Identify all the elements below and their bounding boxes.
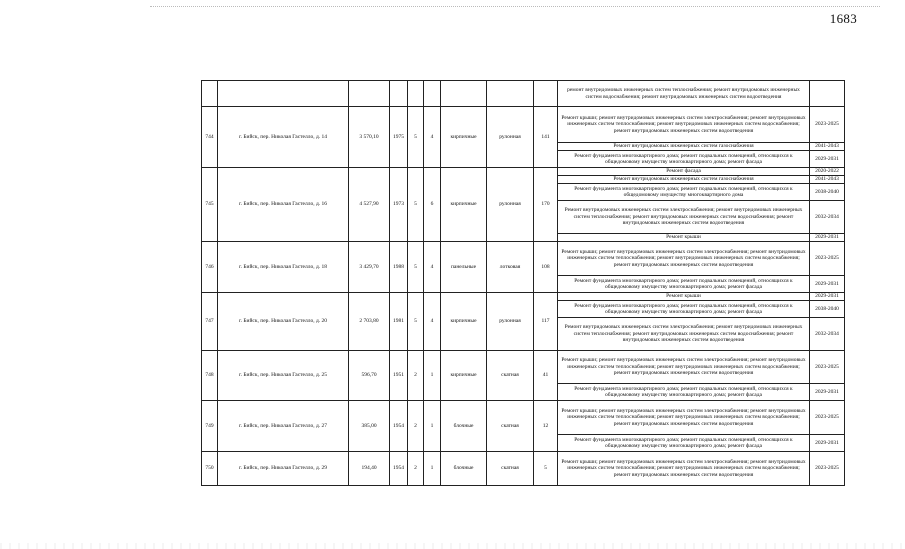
wall-material-cell: кирпичные bbox=[441, 293, 487, 351]
work-description-cell: Ремонт фундамента многоквартирного дома; ремонт подвальных помещений, относящихся к общедомовому имуществу многоквартирного дома bbox=[558, 184, 810, 201]
address-cell: г. Бийск, пер. Николая Гастелло, д. 18 bbox=[218, 242, 349, 293]
address-cell: г. Бийск, пер. Николая Гастелло, д. 25 bbox=[218, 351, 349, 401]
work-description-cell: Ремонт крыши; ремонт внутридомовых инженерных систем электроснабжения; ремонт внутридомовых инженерных систем теплоснабжения; ремонт внутридомовых инженерных систем водоснабжения; ремонт внутридомовых инженерных систем водоотведения bbox=[558, 107, 810, 143]
area-cell: 194,40 bbox=[349, 452, 390, 486]
row-number bbox=[202, 81, 218, 107]
work-period-cell: 2029-2031 bbox=[810, 384, 845, 401]
work-period-cell: 2023-2025 bbox=[810, 242, 845, 276]
work-period-cell: 2041-2043 bbox=[810, 176, 845, 184]
work-description-cell: Ремонт фундамента многоквартирного дома; ремонт подвальных помещений, относящихся к общедомовому имуществу многоквартирного дома; ремонт фасада bbox=[558, 276, 810, 293]
floors-cell: 2 bbox=[408, 452, 424, 486]
table-row bbox=[202, 168, 845, 176]
area-cell: 4 527,90 bbox=[349, 168, 390, 242]
entrances-cell: 1 bbox=[424, 401, 441, 452]
work-period-cell: 2038-2040 bbox=[810, 184, 845, 201]
roof-type-cell bbox=[487, 81, 534, 107]
wall-material-cell bbox=[441, 81, 487, 107]
row-number: 745 bbox=[202, 168, 218, 242]
residents-cell: 141 bbox=[534, 107, 558, 168]
entrances-cell: 4 bbox=[424, 107, 441, 168]
work-period-cell: 2038-2040 bbox=[810, 301, 845, 318]
entrances-cell: 1 bbox=[424, 452, 441, 486]
work-period-cell: 2029-2031 bbox=[810, 151, 845, 168]
entrances-cell: 4 bbox=[424, 242, 441, 293]
year-cell: 1973 bbox=[390, 168, 408, 242]
address-cell: г. Бийск, пер. Николая Гастелло, д. 14 bbox=[218, 107, 349, 168]
work-description-cell: Ремонт крыши bbox=[558, 234, 810, 242]
roof-type-cell: лотковая bbox=[487, 242, 534, 293]
table-row bbox=[202, 351, 845, 384]
work-description-cell: Ремонт крыши; ремонт внутридомовых инженерных систем электроснабжения; ремонт внутридомовых инженерных систем теплоснабжения; ремонт внутридомовых инженерных систем водоснабжения; ремонт внутридомовых инженерных систем водоотведения bbox=[558, 452, 810, 486]
floors-cell: 5 bbox=[408, 168, 424, 242]
work-description-cell: Ремонт внутридомовых инженерных систем газоснабжения bbox=[558, 143, 810, 151]
page-number: 1683 bbox=[829, 11, 857, 26]
wall-material-cell: кирпичные bbox=[441, 351, 487, 401]
work-description-cell: Ремонт фундамента многоквартирного дома; ремонт подвальных помещений, относящихся к общедомовому имуществу многоквартирного дома; ремонт фасада bbox=[558, 301, 810, 318]
work-period-cell: 2023-2025 bbox=[810, 351, 845, 384]
work-period-cell: 2029-2031 bbox=[810, 234, 845, 242]
work-description-cell: Ремонт крыши; ремонт внутридомовых инженерных систем электроснабжения; ремонт внутридомовых инженерных систем теплоснабжения; ремонт внутридомовых инженерных систем водоснабжения; ремонт внутридомовых инженерных систем водоотведения bbox=[558, 401, 810, 435]
area-cell: 2 703,80 bbox=[349, 293, 390, 351]
work-description-cell: Ремонт крыши bbox=[558, 293, 810, 301]
entrances-cell: 6 bbox=[424, 168, 441, 242]
work-period-cell: 2029-2031 bbox=[810, 293, 845, 301]
table-row bbox=[202, 293, 845, 301]
row-number: 750 bbox=[202, 452, 218, 486]
floors-cell bbox=[408, 81, 424, 107]
address-cell: г. Бийск, пер. Николая Гастелло, д. 27 bbox=[218, 401, 349, 452]
work-description-cell: Ремонт внутридомовых инженерных систем электроснабжения; ремонт внутридомовых инженерных систем теплоснабжения; ремонт внутридомовых инженерных систем водоснабжения; ремонт внутридомовых инженерных систем водоотведения bbox=[558, 201, 810, 234]
year-cell: 1988 bbox=[390, 242, 408, 293]
year-cell: 1981 bbox=[390, 293, 408, 351]
residents-cell: 108 bbox=[534, 242, 558, 293]
residents-cell: 117 bbox=[534, 293, 558, 351]
residents-cell: 5 bbox=[534, 452, 558, 486]
roof-type-cell: скатная bbox=[487, 401, 534, 452]
floors-cell: 5 bbox=[408, 293, 424, 351]
work-period-cell: 2041-2043 bbox=[810, 143, 845, 151]
work-description-cell: Ремонт фундамента многоквартирного дома; ремонт подвальных помещений, относящихся к общедомовому имуществу многоквартирного дома; ремонт фасада bbox=[558, 435, 810, 452]
work-description-cell: Ремонт фундамента многоквартирного дома; ремонт подвальных помещений, относящихся к общедомовому имуществу многоквартирного дома; ремонт фасада bbox=[558, 384, 810, 401]
top-scan-rule bbox=[150, 6, 880, 7]
wall-material-cell: кирпичные bbox=[441, 107, 487, 168]
roof-type-cell: скатная bbox=[487, 351, 534, 401]
row-number: 748 bbox=[202, 351, 218, 401]
wall-material-cell: блочные bbox=[441, 452, 487, 486]
entrances-cell: 4 bbox=[424, 293, 441, 351]
work-description-cell: Ремонт крыши; ремонт внутридомовых инженерных систем электроснабжения; ремонт внутридомовых инженерных систем теплоснабжения; ремонт внутридомовых инженерных систем водоснабжения; ремонт внутридомовых инженерных систем водоотведения bbox=[558, 351, 810, 384]
work-period-cell: 2023-2025 bbox=[810, 452, 845, 486]
wall-material-cell: блочные bbox=[441, 401, 487, 452]
work-period-cell: 2032-2034 bbox=[810, 318, 845, 351]
row-number: 747 bbox=[202, 293, 218, 351]
work-period-cell: 2029-2031 bbox=[810, 276, 845, 293]
entrances-cell bbox=[424, 81, 441, 107]
table-row bbox=[202, 81, 845, 107]
entrances-cell: 1 bbox=[424, 351, 441, 401]
housing-repair-table bbox=[201, 80, 845, 486]
work-period-cell: 2020-2022 bbox=[810, 168, 845, 176]
table-row bbox=[202, 452, 845, 486]
area-cell: 3 429,70 bbox=[349, 242, 390, 293]
address-cell: г. Бийск, пер. Николая Гастелло, д. 16 bbox=[218, 168, 349, 242]
row-number: 749 bbox=[202, 401, 218, 452]
work-description-cell: Ремонт фасада bbox=[558, 168, 810, 176]
floors-cell: 2 bbox=[408, 401, 424, 452]
work-description-cell: Ремонт крыши; ремонт внутридомовых инженерных систем электроснабжения; ремонт внутридомовых инженерных систем теплоснабжения; ремонт внутридомовых инженерных систем водоснабжения; ремонт внутридомовых инженерных систем водоотведения bbox=[558, 242, 810, 276]
roof-type-cell: скатная bbox=[487, 452, 534, 486]
work-period-cell: 2029-2031 bbox=[810, 435, 845, 452]
area-cell: 3 570,10 bbox=[349, 107, 390, 168]
table-row bbox=[202, 107, 845, 143]
residents-cell: 12 bbox=[534, 401, 558, 452]
work-period-cell: 2032-2034 bbox=[810, 201, 845, 234]
work-period-cell: 2023-2025 bbox=[810, 107, 845, 143]
floors-cell: 5 bbox=[408, 242, 424, 293]
year-cell: 1951 bbox=[390, 351, 408, 401]
work-description-cell: ремонт внутридомовых инженерных систем теплоснабжения; ремонт внутридомовых инженерных систем водоснабжения; ремонт внутридомовых инженерных систем водоотведения bbox=[558, 81, 810, 107]
table-row bbox=[202, 401, 845, 435]
work-period-cell: 2023-2025 bbox=[810, 401, 845, 435]
roof-type-cell: рулонная bbox=[487, 293, 534, 351]
wall-material-cell: кирпичные bbox=[441, 168, 487, 242]
roof-type-cell: рулонная bbox=[487, 168, 534, 242]
year-cell bbox=[390, 81, 408, 107]
work-description-cell: Ремонт фундамента многоквартирного дома; ремонт подвальных помещений, относящихся к общедомовому имуществу многоквартирного дома; ремонт фасада bbox=[558, 151, 810, 168]
address-cell: г. Бийск, пер. Николая Гастелло, д. 20 bbox=[218, 293, 349, 351]
wall-material-cell: панельные bbox=[441, 242, 487, 293]
residents-cell: 41 bbox=[534, 351, 558, 401]
work-period-cell bbox=[810, 81, 845, 107]
work-description-cell: Ремонт внутридомовых инженерных систем газоснабжения bbox=[558, 176, 810, 184]
year-cell: 1954 bbox=[390, 401, 408, 452]
work-description-cell: Ремонт внутридомовых инженерных систем электроснабжения; ремонт внутридомовых инженерных систем теплоснабжения; ремонт внутридомовых инженерных систем водоснабжения; ремонт внутридомовых инженерных систем водоотведения bbox=[558, 318, 810, 351]
table-row bbox=[202, 242, 845, 276]
area-cell: 596,70 bbox=[349, 351, 390, 401]
row-number: 744 bbox=[202, 107, 218, 168]
residents-cell bbox=[534, 81, 558, 107]
roof-type-cell: рулонная bbox=[487, 107, 534, 168]
row-number: 746 bbox=[202, 242, 218, 293]
address-cell bbox=[218, 81, 349, 107]
floors-cell: 5 bbox=[408, 107, 424, 168]
area-cell: 385,00 bbox=[349, 401, 390, 452]
address-cell: г. Бийск, пер. Николая Гастелло, д. 29 bbox=[218, 452, 349, 486]
scan-edge bbox=[0, 543, 905, 549]
floors-cell: 2 bbox=[408, 351, 424, 401]
area-cell bbox=[349, 81, 390, 107]
year-cell: 1954 bbox=[390, 452, 408, 486]
residents-cell: 170 bbox=[534, 168, 558, 242]
year-cell: 1975 bbox=[390, 107, 408, 168]
